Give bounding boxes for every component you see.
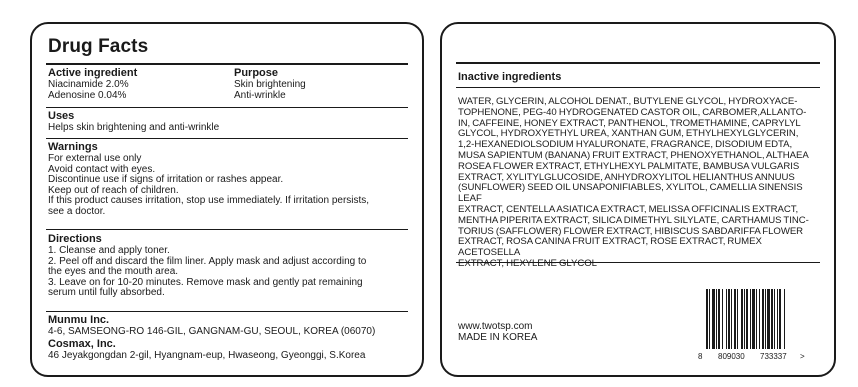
manufacturer-section: [48, 315, 408, 361]
website-text: www.twotsp.com: [458, 321, 533, 332]
warning-line: For external use only: [48, 153, 142, 164]
made-in-text: MADE IN KOREA: [458, 332, 538, 343]
uses-section: [48, 111, 408, 134]
ingredient-line: MENTHA PIPERITA EXTRACT, SILICA DIMETHYL SILYLATE, CARTHAMUS TINC-: [458, 214, 809, 226]
active-ingredient-section: [48, 68, 408, 101]
warning-line: Avoid contact with eyes.: [48, 163, 156, 175]
top-divider: [456, 62, 820, 64]
active-ingredient-heading: Active ingredient: [48, 67, 138, 79]
purpose-heading: Purpose: [234, 67, 279, 79]
ingredient-line: TOPHENONE, PEG-40 HYDROGENATED CASTOR OIL, CARBOMER,ALLANTO-: [458, 106, 807, 118]
title-divider: [46, 63, 408, 65]
drug-facts-panel: [30, 22, 424, 377]
warning-line: Keep out of reach of children.: [48, 184, 179, 196]
barcode-digit: 8: [698, 352, 703, 361]
section-divider: [456, 262, 820, 263]
ingredient-line: EXTRACT, CENTELLA ASIATICA EXTRACT, MELISSA OFFICINALIS EXTRACT,: [458, 203, 799, 215]
warning-line: see a doctor.: [48, 205, 106, 217]
company-name: Cosmax, Inc.: [48, 337, 116, 350]
company-address: 4-6, SAMSEONG-RO 146-GIL, GANGNAM-GU, SEOUL, KOREA (06070): [48, 326, 376, 337]
drug-facts-title: Drug Facts: [48, 36, 149, 57]
inactive-ingredients-heading: Inactive ingredients: [458, 71, 562, 83]
directions-section: [48, 234, 408, 299]
section-divider: [46, 311, 408, 312]
ingredient-line: MUSA SAPIENTUM (BANANA) FRUIT EXTRACT, PHENOXYETHANOL, ALTHAEA: [458, 149, 809, 161]
barcode-digit: 809030: [718, 352, 745, 361]
ingredient-line: TORIUS (SAFFLOWER) FLOWER EXTRACT, HIBISCUS SABDARIFFA FLOWER: [458, 225, 804, 237]
heading-divider: [456, 87, 820, 88]
inactive-ingredients-panel: [440, 22, 836, 377]
company-name: Munmu Inc.: [48, 314, 110, 326]
ingredient-line: GLYCOL, HYDROXYETHYL UREA, XANTHAN GUM, ETHYLHEXYLGLYCERIN,: [458, 128, 799, 140]
ingredient-line: ROSEA FLOWER EXTRACT, ETHYLHEXYL PALMITATE, BAMBUSA VULGARIS: [458, 160, 800, 172]
active-ingredient-value: Adenosine 0.04%: [48, 89, 127, 101]
purpose-value: Skin brightening: [234, 79, 306, 90]
direction-line: 2. Peel off and discard the film liner. Apply mask and adjust according to: [48, 255, 367, 267]
uses-heading: Uses: [48, 110, 75, 122]
uses-text: Helps skin brightening and anti-wrinkle: [48, 122, 220, 133]
section-divider: [46, 107, 408, 108]
direction-line: the eyes and the mouth area.: [48, 266, 179, 277]
warnings-heading: Warnings: [48, 141, 98, 153]
section-divider: [46, 138, 408, 139]
ingredient-line: EXTRACT, XYLITYLGLUCOSIDE, ANHYDROXYLITOL HELIANTHUS ANNUUS: [458, 171, 795, 183]
ingredient-line: 1,2-HEXANEDIOLSODIUM HYALURONATE, FRAGRANCE, DISODIUM EDTA,: [458, 139, 793, 151]
ingredient-line: EXTRACT, HEXYLENE GLYCOL: [458, 257, 597, 269]
directions-heading: Directions: [48, 233, 102, 245]
barcode-digit: >: [800, 352, 805, 361]
warnings-section: [48, 142, 408, 217]
direction-line: serum until fully absorbed.: [48, 287, 165, 298]
ingredient-line: IN, CAFFEINE, HONEY EXTRACT, PANTHENOL, TROMETHAMINE, CAPRYLYL: [458, 117, 801, 129]
ingredient-line: WATER, GLYCERIN, ALCOHOL DENAT., BUTYLENE GLYCOL, HYDROXYACE-: [458, 96, 798, 107]
ingredient-line: (SUNFLOWER) SEED OIL UNSAPONIFIABLES, XYLITOL, CAMELLIA SINENSIS LEAF: [458, 182, 803, 205]
ingredient-line: EXTRACT, ROSA CANINA FRUIT EXTRACT, ROSE EXTRACT, RUMEX ACETOSELLA: [458, 236, 762, 259]
barcode-digit: 733337: [760, 352, 787, 361]
direction-line: 3. Leave on for 10-20 minutes. Remove mask and gently pat remaining: [48, 276, 363, 288]
warning-line: If this product causes irritation, stop use immediately. If irritation persists,: [48, 195, 370, 206]
section-divider: [46, 229, 408, 230]
inactive-ingredients-list: [458, 97, 820, 270]
direction-line: 1. Cleanse and apply toner.: [48, 245, 170, 256]
active-ingredient-value: Niacinamide 2.0%: [48, 79, 129, 90]
barcode-icon: [696, 289, 808, 361]
purpose-value: Anti-wrinkle: [234, 89, 286, 101]
company-address: 46 Jeyakgongdan 2-gil, Hyangnam-eup, Hwaseong, Gyeonggi, S.Korea: [48, 349, 366, 361]
warning-line: Discontinue use if signs of irritation or rashes appear.: [48, 174, 284, 185]
